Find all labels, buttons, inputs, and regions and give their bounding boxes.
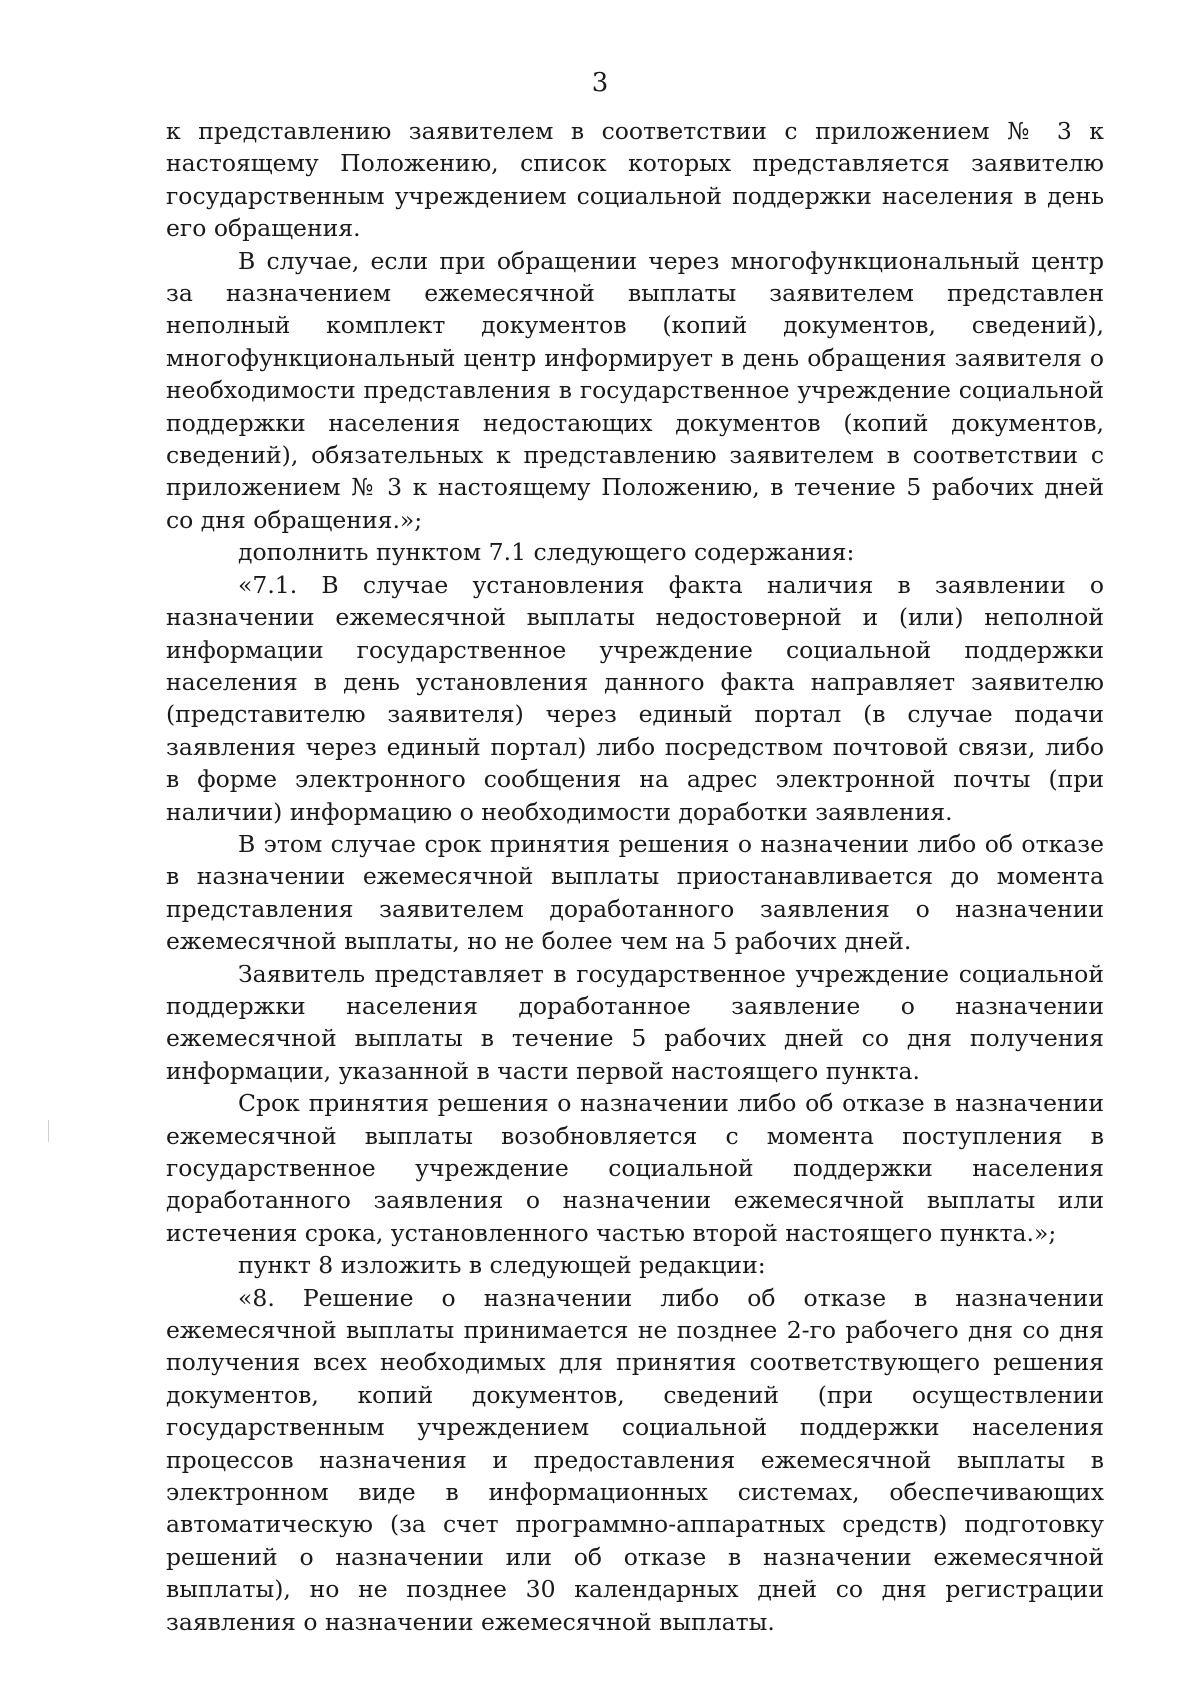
paragraph-clause-8-intro: пункт 8 изложить в следующей редакции:	[238, 1251, 766, 1280]
paragraph-continuation: к представлению заявителем в соответствии с приложением № 3 к настоящему Положению, список которых представляется заявителю государственным учреждением социальной поддержки населения в день его обращения.	[166, 117, 1104, 243]
paragraph-applicant-submits: Заявитель представляет в государственное учреждение социальной поддержки населения доработанное заявление о назначении ежемесячной выплаты в течение 5 рабочих дней со дня получения информации, указанной в части первой настоящего пункта.	[166, 959, 1104, 1085]
document-body	[166, 115, 1104, 1638]
paragraph-clause-7-1: «7.1. В случае установления факта наличия в заявлении о назначении ежемесячной выплаты недостоверной и (или) неполной информации государственное учреждение социальной поддержки населения в день установления данного факта направляет заявителю (представителю заявителя) через единый портал (в случае подачи заявления через единый портал) либо посредством почтовой связи, либо в форме электронного сообщения на адрес электронной почты (при наличии) информацию о необходимости доработки заявления.	[166, 570, 1104, 826]
paragraph-decision-suspended: В этом случае срок принятия решения о назначении либо об отказе в назначении ежемесячной выплаты приостанавливается до момента представления заявителем доработанного заявления о назначении ежемесячной выплаты, но не более чем на 5 рабочих дней.	[166, 829, 1104, 956]
paragraph-add-clause-7-1: дополнить пунктом 7.1 следующего содержания:	[238, 538, 855, 567]
page-number: 3	[591, 68, 609, 98]
paragraph-clause-8: «8. Решение о назначении либо об отказе в назначении ежемесячной выплаты принимается не позднее 2-го рабочего дня со дня получения всех необходимых для принятия соответствующего решения документов, копий документов, сведений (при осуществлении государственным учреждением социальной поддержки населения процессов назначения и предоставления ежемесячной выплаты в электронном виде в информационных системах, обеспечивающих автоматическую (за счет программно-аппаратных средств) подготовку решений о назначении или об отказе в назначении ежемесячной выплаты), но не позднее 30 календарных дней со дня регистрации заявления о назначении ежемесячной выплаты.	[166, 1283, 1104, 1636]
paragraph-decision-resumed: Срок принятия решения о назначении либо об отказе в назначении ежемесячной выплаты возобновляется с момента поступления в государственное учреждение социальной поддержки населения доработанного заявления о назначении ежемесячной выплаты или истечения срока, установленного частью второй настоящего пункта.»;	[166, 1089, 1104, 1247]
scan-margin-mark	[48, 1120, 49, 1142]
paragraph-mfc-incomplete-documents: В случае, если при обращении через многофункциональный центр за назначением ежемесячной выплаты заявителем представлен неполный комплект документов (копий документов, сведений), многофункциональный центр информирует в день обращения заявителя о необходимости представления в государственное учреждение социальной поддержки населения недостающих документов (копий документов, сведений), обязательных к представлению заявителем в соответствии с приложением № 3 к настоящему Положению, в течение 5 рабочих дней со дня обращения.»;	[166, 246, 1104, 534]
